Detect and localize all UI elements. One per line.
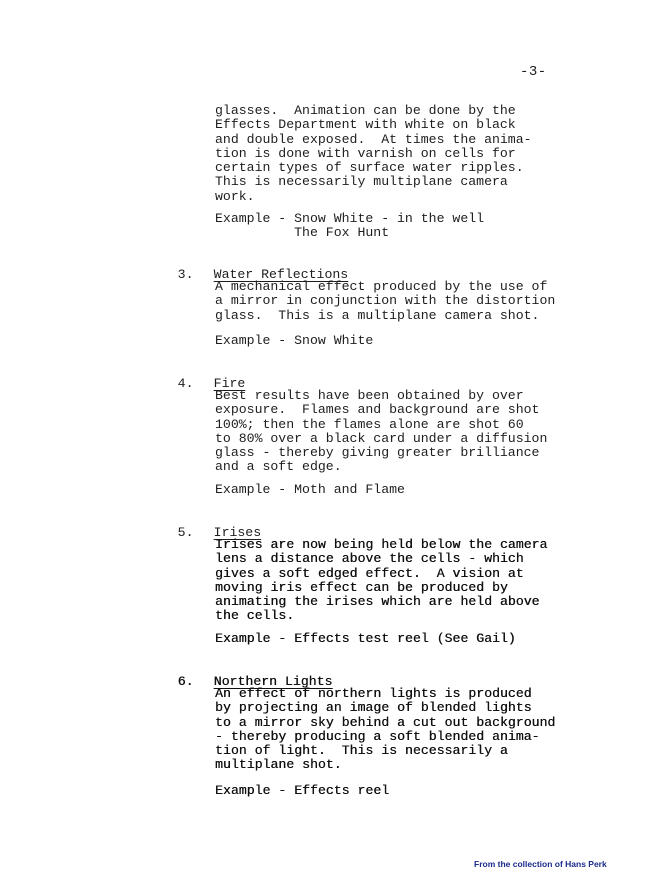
section-title: Irises: [213, 525, 262, 540]
section-example-irises: Example - Effects test reel (See Gail): [215, 631, 516, 646]
section-example-water-reflections: Example - Snow White: [215, 333, 374, 348]
intro-paragraph: glasses. Animation can be done by the Effects Department with white on black and double exposed. At times the anima- tion is done with varnish on cells for certain types of surface water ripples. This is necessarily multiplane camera work.: [215, 103, 532, 204]
section-paragraph-irises: Irises are now being held below the camera lens a distance above the cells - which gives a soft edged effect. A vision at moving iris effect can be produced by animating the irises which are held above the cells.: [215, 537, 548, 624]
intro-example: Example - Snow White - in the well The Fox Hunt: [215, 211, 485, 241]
section-number: 6.: [177, 674, 194, 689]
collection-credit: From the collection of Hans Perk: [474, 859, 607, 869]
section-paragraph-fire: Best results have been obtained by over exposure. Flames and background are shot 100%; then the flames alone are shot 60 to 80% over a black card under a diffusion glass - thereby giving greater brilliance and a soft edge.: [215, 388, 548, 475]
section-number: 4.: [177, 376, 194, 391]
section-example-northern-lights: Example - Effects reel: [215, 783, 390, 798]
section-number: 5.: [177, 525, 194, 540]
section-title: Northern Lights: [213, 674, 333, 689]
section-title: Water Reflections: [213, 267, 349, 282]
section-number: 3.: [177, 267, 194, 282]
section-example-fire: Example - Moth and Flame: [215, 482, 405, 497]
section-title: Fire: [213, 376, 246, 391]
section-paragraph-northern-lights: An effect of northern lights is produced by projecting an image of blended lights to a mirror sky behind a cut out background - thereby producing a soft blended anima- tion of light. This is necessarily a multiplane shot.: [215, 686, 556, 773]
page-number: -3-: [520, 64, 547, 80]
section-paragraph-water-reflections: A mechanical effect produced by the use of a mirror in conjunction with the distortion glass. This is a multiplane camera shot.: [215, 279, 556, 323]
